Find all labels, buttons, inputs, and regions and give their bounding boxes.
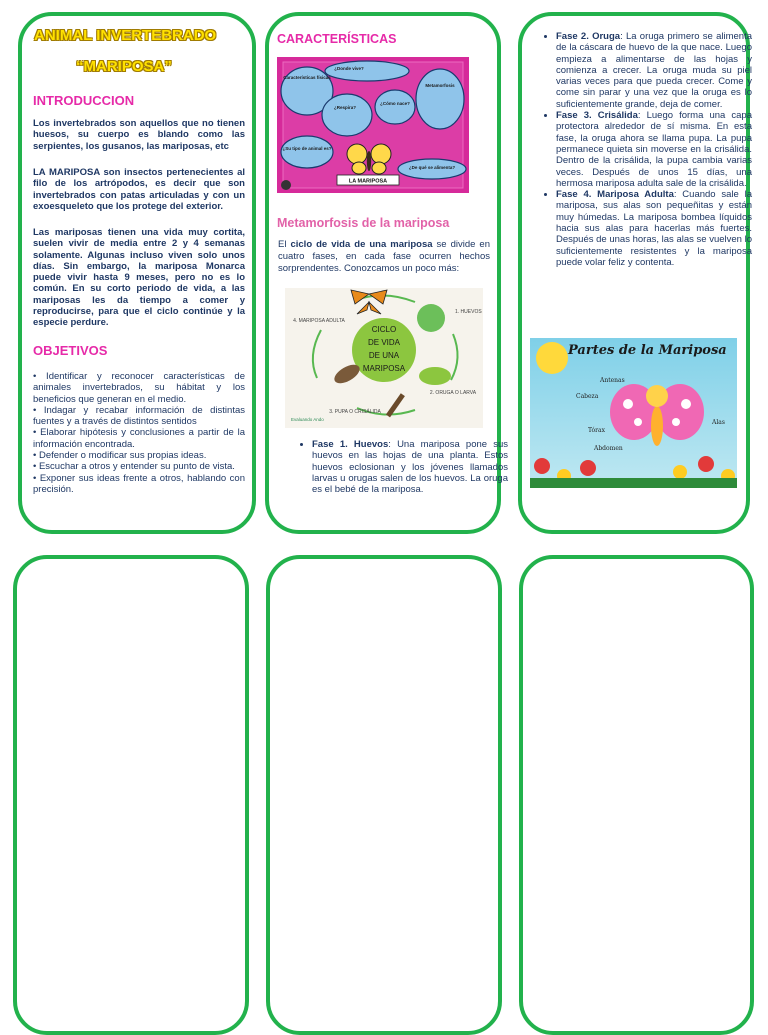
bubble-como-nace: ¿Cómo nace? <box>380 101 410 106</box>
label-torax: Tórax <box>588 427 605 434</box>
objective-item: • Elaborar hipótesis y conclusiones a partir de la información encontrada. <box>33 427 245 450</box>
bubble-tipo-animal: ¿Su tipo de animal es? <box>282 146 332 151</box>
phase-3-item <box>556 110 752 189</box>
intro-heading: INTRODUCCION <box>33 93 135 108</box>
image-corner-icon <box>281 180 291 190</box>
title-line-1: ANIMAL INVERTEBRADO <box>34 27 217 44</box>
car-image-label: LA MARIPOSA <box>348 178 388 185</box>
metamorphosis-intro <box>278 239 490 275</box>
leaf-eggs-icon <box>417 304 445 332</box>
objective-item: • Exponer sus ideas frente a otros, hablando con precisión. <box>33 472 245 495</box>
phase-2-text: : La oruga primero se alimenta de la cáscara de huevo de la que nace. Luego empieza a alimentarse de las hojas y comienza a crecer. La oruga muda su piel varias veces para que pueda crecer. Come y come sin parar y una vez que la oruga es lo suficientemente grande, deja de comer. <box>556 31 753 110</box>
characteristics-heading: CARACTERÍSTICAS <box>277 32 397 46</box>
phase-4-item <box>556 189 752 268</box>
bubble-respira: ¿Respira? <box>333 105 357 110</box>
caterpillar-leaf-icon <box>419 367 451 385</box>
intro-pre-text: El <box>278 239 291 250</box>
bubble-metamorfosis: Metamorfosis <box>425 83 455 88</box>
characteristics-diagram-image <box>277 57 469 193</box>
panel-empty-2 <box>266 555 502 1035</box>
metamorphosis-heading: Metamorfosis de la mariposa <box>277 216 450 230</box>
brand-logo-text: Evaluando Ando <box>291 417 324 422</box>
intro-post-text: se divide en cuatro fases, en cada fase ocurren hechos sorprendentes. Conozcamos un poco más: <box>278 239 490 274</box>
objective-item: • Indagar y recabar información de distintas fuentes y a través de distintos sentidos <box>33 404 245 428</box>
title-line-2: “MARIPOSA” <box>76 58 172 75</box>
phase-3-title: Fase 3. Crisálida <box>556 110 638 122</box>
cycle-center-line-4: MARIPOSA <box>362 364 406 373</box>
phase-1-text: : Una mariposa pone sus huevos en las hojas de una planta. Estos huevos eclosionan y los jóvenes llamados larvas u orugas salen de los huevos. La oruga es el bebé de la mariposa. <box>312 439 508 496</box>
step-pupa: 3. PUPA O CRISÁLIDA <box>329 409 381 415</box>
phase-2-item <box>556 31 752 110</box>
cartoon-butterfly-icon <box>610 384 704 446</box>
objectives-list <box>33 371 245 495</box>
objective-item: • Escuchar a otros y entender su punto de vista. <box>33 461 235 473</box>
life-cycle-diagram-image <box>285 288 483 428</box>
bubble-donde-vive: ¿Donde vive? <box>334 66 364 71</box>
label-cabeza: Cabeza <box>576 393 599 400</box>
objective-item: • Identificar y reconocer características de animales invertebrados, su hábitat y los beneficios que generan en el medio. <box>33 371 245 405</box>
panel-empty-1 <box>13 555 249 1035</box>
label-antenas: Antenas <box>600 377 625 384</box>
cycle-center-line-3: DE UNA <box>368 351 400 360</box>
phase-4-title: Fase 4. Mariposa Adulta <box>556 189 674 201</box>
phase-4-text: : Cuando sale la mariposa, sus alas son pequeñitas y están muy húmedas. La mariposa bombea líquidos hacia sus alas para hacerlas más fuertes. Después de unas horas, las alas se vuelven lo suficientemente resistentes y la mariposa puede volar feliz y contenta. <box>556 189 752 268</box>
intro-paragraph-3: Las mariposas tienen una vida muy cortita, suelen vivir de media entre 2 y 4 semanas solamente. Algunas incluso viven solo unos días. Sin embargo, la mariposa Monarca puede vivir hasta 9 meses, pero no es lo común. En su corto periodo de vida, a las mariposas les da tiempo a comer y reproducirse, para que el ciclo continúe y la especie perdure. <box>33 227 245 329</box>
sun-icon <box>536 342 568 374</box>
phase-list-panel2 <box>296 439 508 495</box>
phase-3-text: : Luego forma una capa protectora alrededor de sí misma. En esta fase, la oruga ahora se llama pupa. La pupa permanece quieta sin moverse en la crisálida. Dentro de la crisálida, la pupa cambia varias veces. Después de unos 15 días, una hermosa mariposa adulta sale de la crisálida. <box>556 110 752 189</box>
phase-list-panel3 <box>540 31 752 268</box>
parts-title: Partes de la Mariposa <box>568 343 727 358</box>
bubble-fisicas: Características físicas <box>283 75 331 80</box>
step-larva: 2. ORUGA O LARVA <box>429 390 477 396</box>
phase-1-title: Fase 1. Huevos <box>312 439 389 450</box>
cycle-center-line-2: DE VIDA <box>367 338 401 347</box>
panel-empty-3 <box>519 555 754 1035</box>
step-eggs: 1. HUEVOS <box>455 309 482 315</box>
phase-1-item <box>312 439 508 495</box>
intro-paragraph-2: LA MARIPOSA son insectos pertenecientes al filo de los artrópodos, es decir que son invertebrados con patas articuladas y con un exoesqueleto que los protege del exterior. <box>33 167 245 212</box>
step-adult: 4. MARIPOSA ADULTA <box>293 318 345 324</box>
butterfly-parts-image <box>530 338 737 488</box>
label-alas: Alas <box>712 419 725 426</box>
bubble-alimenta: ¿De qué se alimenta? <box>408 165 456 170</box>
intro-bold-text: ciclo de vida de una mariposa <box>290 239 433 250</box>
phase-2-title: Fase 2. Oruga <box>556 31 621 42</box>
objectives-heading: OBJETIVOS <box>33 343 108 358</box>
cycle-center-line-1: CICLO <box>371 325 397 334</box>
intro-paragraph-1: Los invertebrados son aquellos que no tienen huesos, su cuerpo es blando como las serpientes, los gusanos, las mariposas, etc <box>33 118 245 152</box>
objective-item: • Defender o modificar sus propias ideas. <box>33 450 207 462</box>
label-abdomen: Abdomen <box>594 445 623 452</box>
